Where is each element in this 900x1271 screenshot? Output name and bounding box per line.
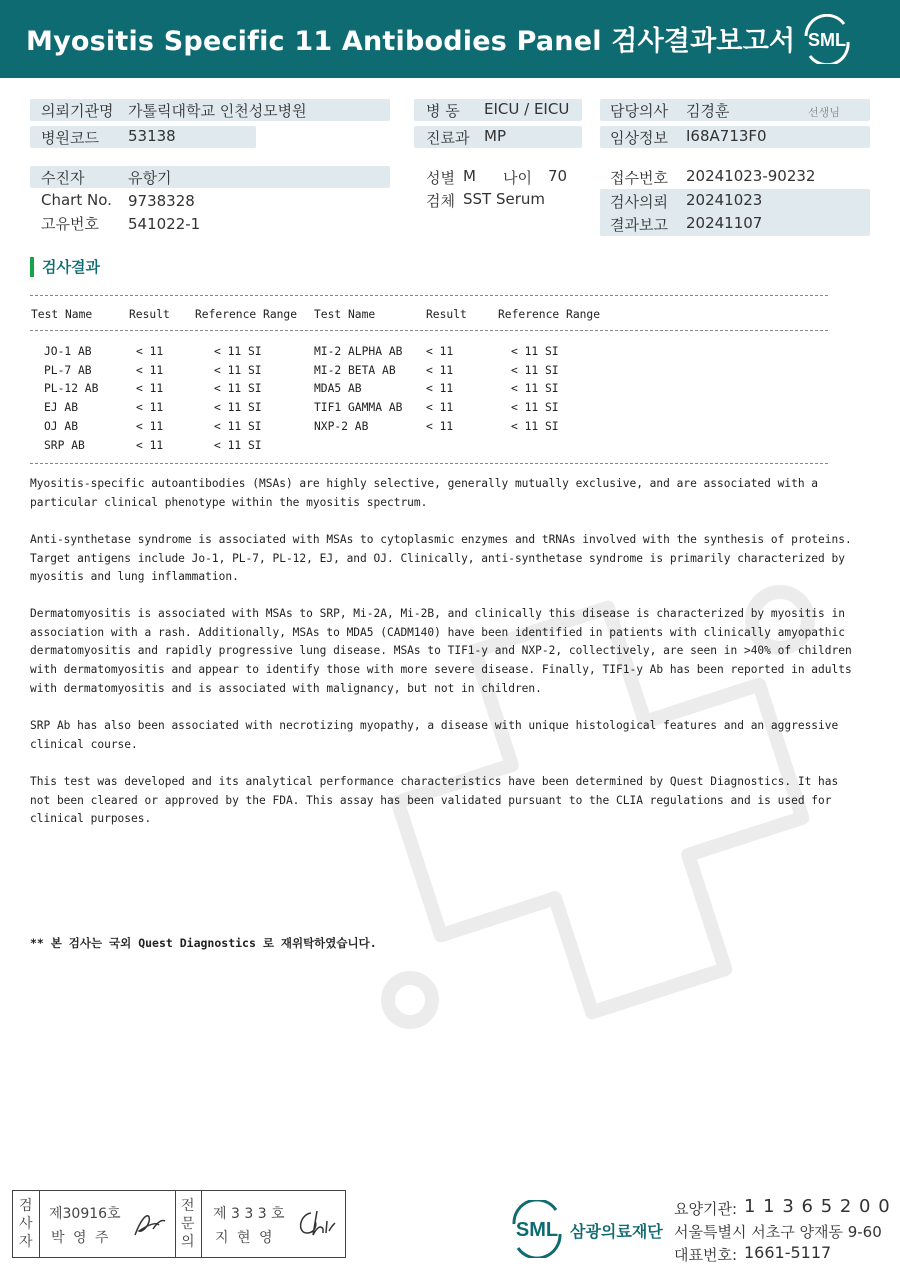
row-test-name-2: TIF1 GAMMA AB: [314, 401, 403, 415]
report-label: 결과보고: [610, 216, 668, 234]
row-test-name-2: MI-2 ALPHA AB: [314, 345, 403, 358]
header-test-name-1: Test Name: [31, 308, 93, 321]
outsourcing-footnote: ** 본 검사는 국외 Quest Diagnostics 로 재위탁하였습니다.: [30, 936, 377, 950]
doctor-label: 담당의사: [610, 102, 668, 120]
row-result-2: < 11: [426, 382, 454, 396]
row-result-1: < 11: [136, 382, 164, 396]
specialist-name: 지 현 영: [215, 1230, 275, 1246]
hospital-code-value: 53138: [128, 127, 176, 145]
dept-value: MP: [484, 127, 506, 145]
institution-value: 가톨릭대학교 인천성모병원: [128, 102, 307, 120]
unique-value: 541022-1: [128, 215, 201, 233]
row-reference-1: < 11 SI: [214, 363, 262, 377]
row-test-name-2: MDA5 AB: [314, 382, 362, 396]
examiner-signature: [131, 1209, 171, 1245]
sex-value: M: [463, 167, 476, 185]
org-logo: [508, 1200, 566, 1262]
chart-label: Chart No.: [41, 191, 112, 209]
specimen-value: SST Serum: [463, 190, 546, 208]
row-test-name-1: EJ AB: [44, 401, 79, 415]
code-value: 1 1 3 6 5 2 0 0: [744, 1196, 891, 1217]
note-paragraph-3: Dermatomyositis is associated with MSAs to SRP, Mi-2A, Mi-2B, and clinically this disease is characterized by myositis in association with a rash. Additionally, MSAs to MDA5 (CADM140) have been identified in patients with clinically amyopathic dermatomyositis and rapidly progressive lung disease. MSAs to TIF1-y and NXP-2, collectively, are seen in >40% of children with dermatomyositis and appear to identify those with more severe disease. Finally, TIF1-y Ab has been reported in adults with dermatomyositis and is associated with malignancy, but not in children.: [30, 607, 852, 695]
request-label: 검사의뢰: [610, 193, 668, 211]
patient-value: 유항기: [128, 169, 172, 187]
row-test-name-1: PL-7 AB: [44, 363, 92, 377]
row-test-name-1: PL-12 AB: [44, 382, 99, 396]
row-result-2: < 11: [426, 419, 454, 433]
code-label: 요양기관:: [674, 1200, 738, 1218]
row-test-name-1: JO-1 AB: [44, 345, 92, 358]
chart-value: 9738328: [128, 192, 195, 210]
phone-value: 1661-5117: [744, 1243, 832, 1262]
table-divider-bottom: [30, 463, 828, 464]
table-divider-mid: [30, 330, 828, 331]
header-result-1: Result: [129, 308, 170, 321]
row-result-2: < 11: [426, 345, 454, 358]
patient-label: 수진자: [41, 169, 85, 187]
row-test-name-1: SRP AB: [44, 438, 85, 452]
report-value: 20241107: [686, 214, 763, 232]
row-reference-1: < 11 SI: [214, 345, 262, 358]
report-title: Myositis Specific 11 Antibodies Panel 검사결과보고서: [26, 26, 796, 57]
receipt-label: 접수번호: [610, 169, 668, 187]
doctor-value: 김경훈: [686, 102, 730, 120]
phone-label: 대표번호:: [674, 1246, 738, 1264]
sml-logo-text: SML: [808, 30, 846, 50]
request-value: 20241023: [686, 191, 763, 209]
receipt-value: 20241023-90232: [686, 167, 816, 185]
row-reference-2: < 11 SI: [511, 363, 559, 377]
specimen-label: 검체: [426, 192, 455, 210]
row-test-name-2: NXP-2 AB: [314, 419, 369, 433]
note-paragraph-5: This test was developed and its analytical performance characteristics have been determined by Quest Diagnostics. It has not been cleared or approved by the FDA. This assay has been validated pursuant to the CLIA regulations and is used for clinical purposes.: [30, 775, 839, 826]
age-label: 나이: [503, 169, 532, 187]
header-test-name-2: Test Name: [314, 308, 376, 321]
row-reference-1: < 11 SI: [214, 382, 262, 396]
sml-logo: [800, 14, 854, 68]
doctor-suffix: 선생님: [808, 106, 840, 119]
note-paragraph-2: Anti-synthetase syndrome is associated with MSAs to cytoplasmic enzymes and tRNAs involved with the synthesis of proteins. Target antigens include Jo-1, PL-7, PL-12, EJ, and OJ. Clinically, anti-synthetase syndrome is primarily characterized by myositis and lung inflammation.: [30, 533, 852, 584]
header-reference-2: Reference Range: [498, 308, 601, 321]
ward-value: EICU / EICU: [484, 100, 570, 118]
row-result-2: < 11: [426, 401, 454, 415]
clinical-label: 임상정보: [610, 129, 668, 147]
note-paragraph-4: SRP Ab has also been associated with necrotizing myopathy, a disease with unique histological features and an aggressive clinical course.: [30, 719, 839, 751]
row-reference-2: < 11 SI: [511, 382, 559, 396]
row-result-1: < 11: [136, 419, 164, 433]
note-paragraph-1: Myositis-specific autoantibodies (MSAs) are highly selective, generally mutually exclusive, and are associated with a particular clinical phenotype within the myositis spectrum.: [30, 477, 819, 509]
header-result-2: Result: [426, 308, 467, 321]
unique-label: 고유번호: [41, 215, 99, 233]
org-name: 삼광의료재단: [570, 1222, 663, 1241]
row-test-name-1: OJ AB: [44, 419, 79, 433]
specialist-label: 전문의: [181, 1198, 195, 1250]
examiner-name: 박 영 주: [51, 1230, 111, 1246]
row-result-1: < 11: [136, 401, 164, 415]
row-result-1: < 11: [136, 438, 164, 452]
org-logo-text: SML: [515, 1219, 559, 1241]
hospital-code-label: 병원코드: [41, 129, 99, 147]
section-title: 검사결과: [30, 257, 100, 277]
specialist-license-no: 제 3 3 3 호: [213, 1206, 285, 1222]
report-header: [0, 0, 900, 78]
sex-label: 성별: [426, 169, 455, 187]
row-test-name-2: MI-2 BETA AB: [314, 363, 396, 377]
row-reference-2: < 11 SI: [511, 401, 559, 415]
specialist-signature: [293, 1207, 337, 1245]
row-result-1: < 11: [136, 363, 164, 377]
row-reference-2: < 11 SI: [511, 345, 559, 358]
table-divider-top: [30, 295, 828, 296]
row-result-1: < 11: [136, 345, 164, 358]
clinical-value: I68A713F0: [686, 127, 767, 145]
ward-label: 병 동: [426, 102, 460, 120]
institution-label: 의뢰기관명: [41, 102, 114, 120]
row-reference-1: < 11 SI: [214, 419, 262, 433]
row-reference-2: < 11 SI: [511, 419, 559, 433]
row-result-2: < 11: [426, 363, 454, 377]
signature-box: [12, 1190, 346, 1258]
row-reference-1: < 11 SI: [214, 401, 262, 415]
dept-label: 진료과: [426, 129, 470, 147]
age-value: 70: [548, 167, 568, 185]
header-reference-1: Reference Range: [195, 308, 298, 321]
org-address: 서울특별시 서초구 양재동 9-60: [674, 1223, 882, 1241]
row-reference-1: < 11 SI: [214, 438, 262, 452]
examiner-label: 검사자: [19, 1198, 33, 1250]
examiner-license-no: 제30916호: [49, 1206, 121, 1222]
